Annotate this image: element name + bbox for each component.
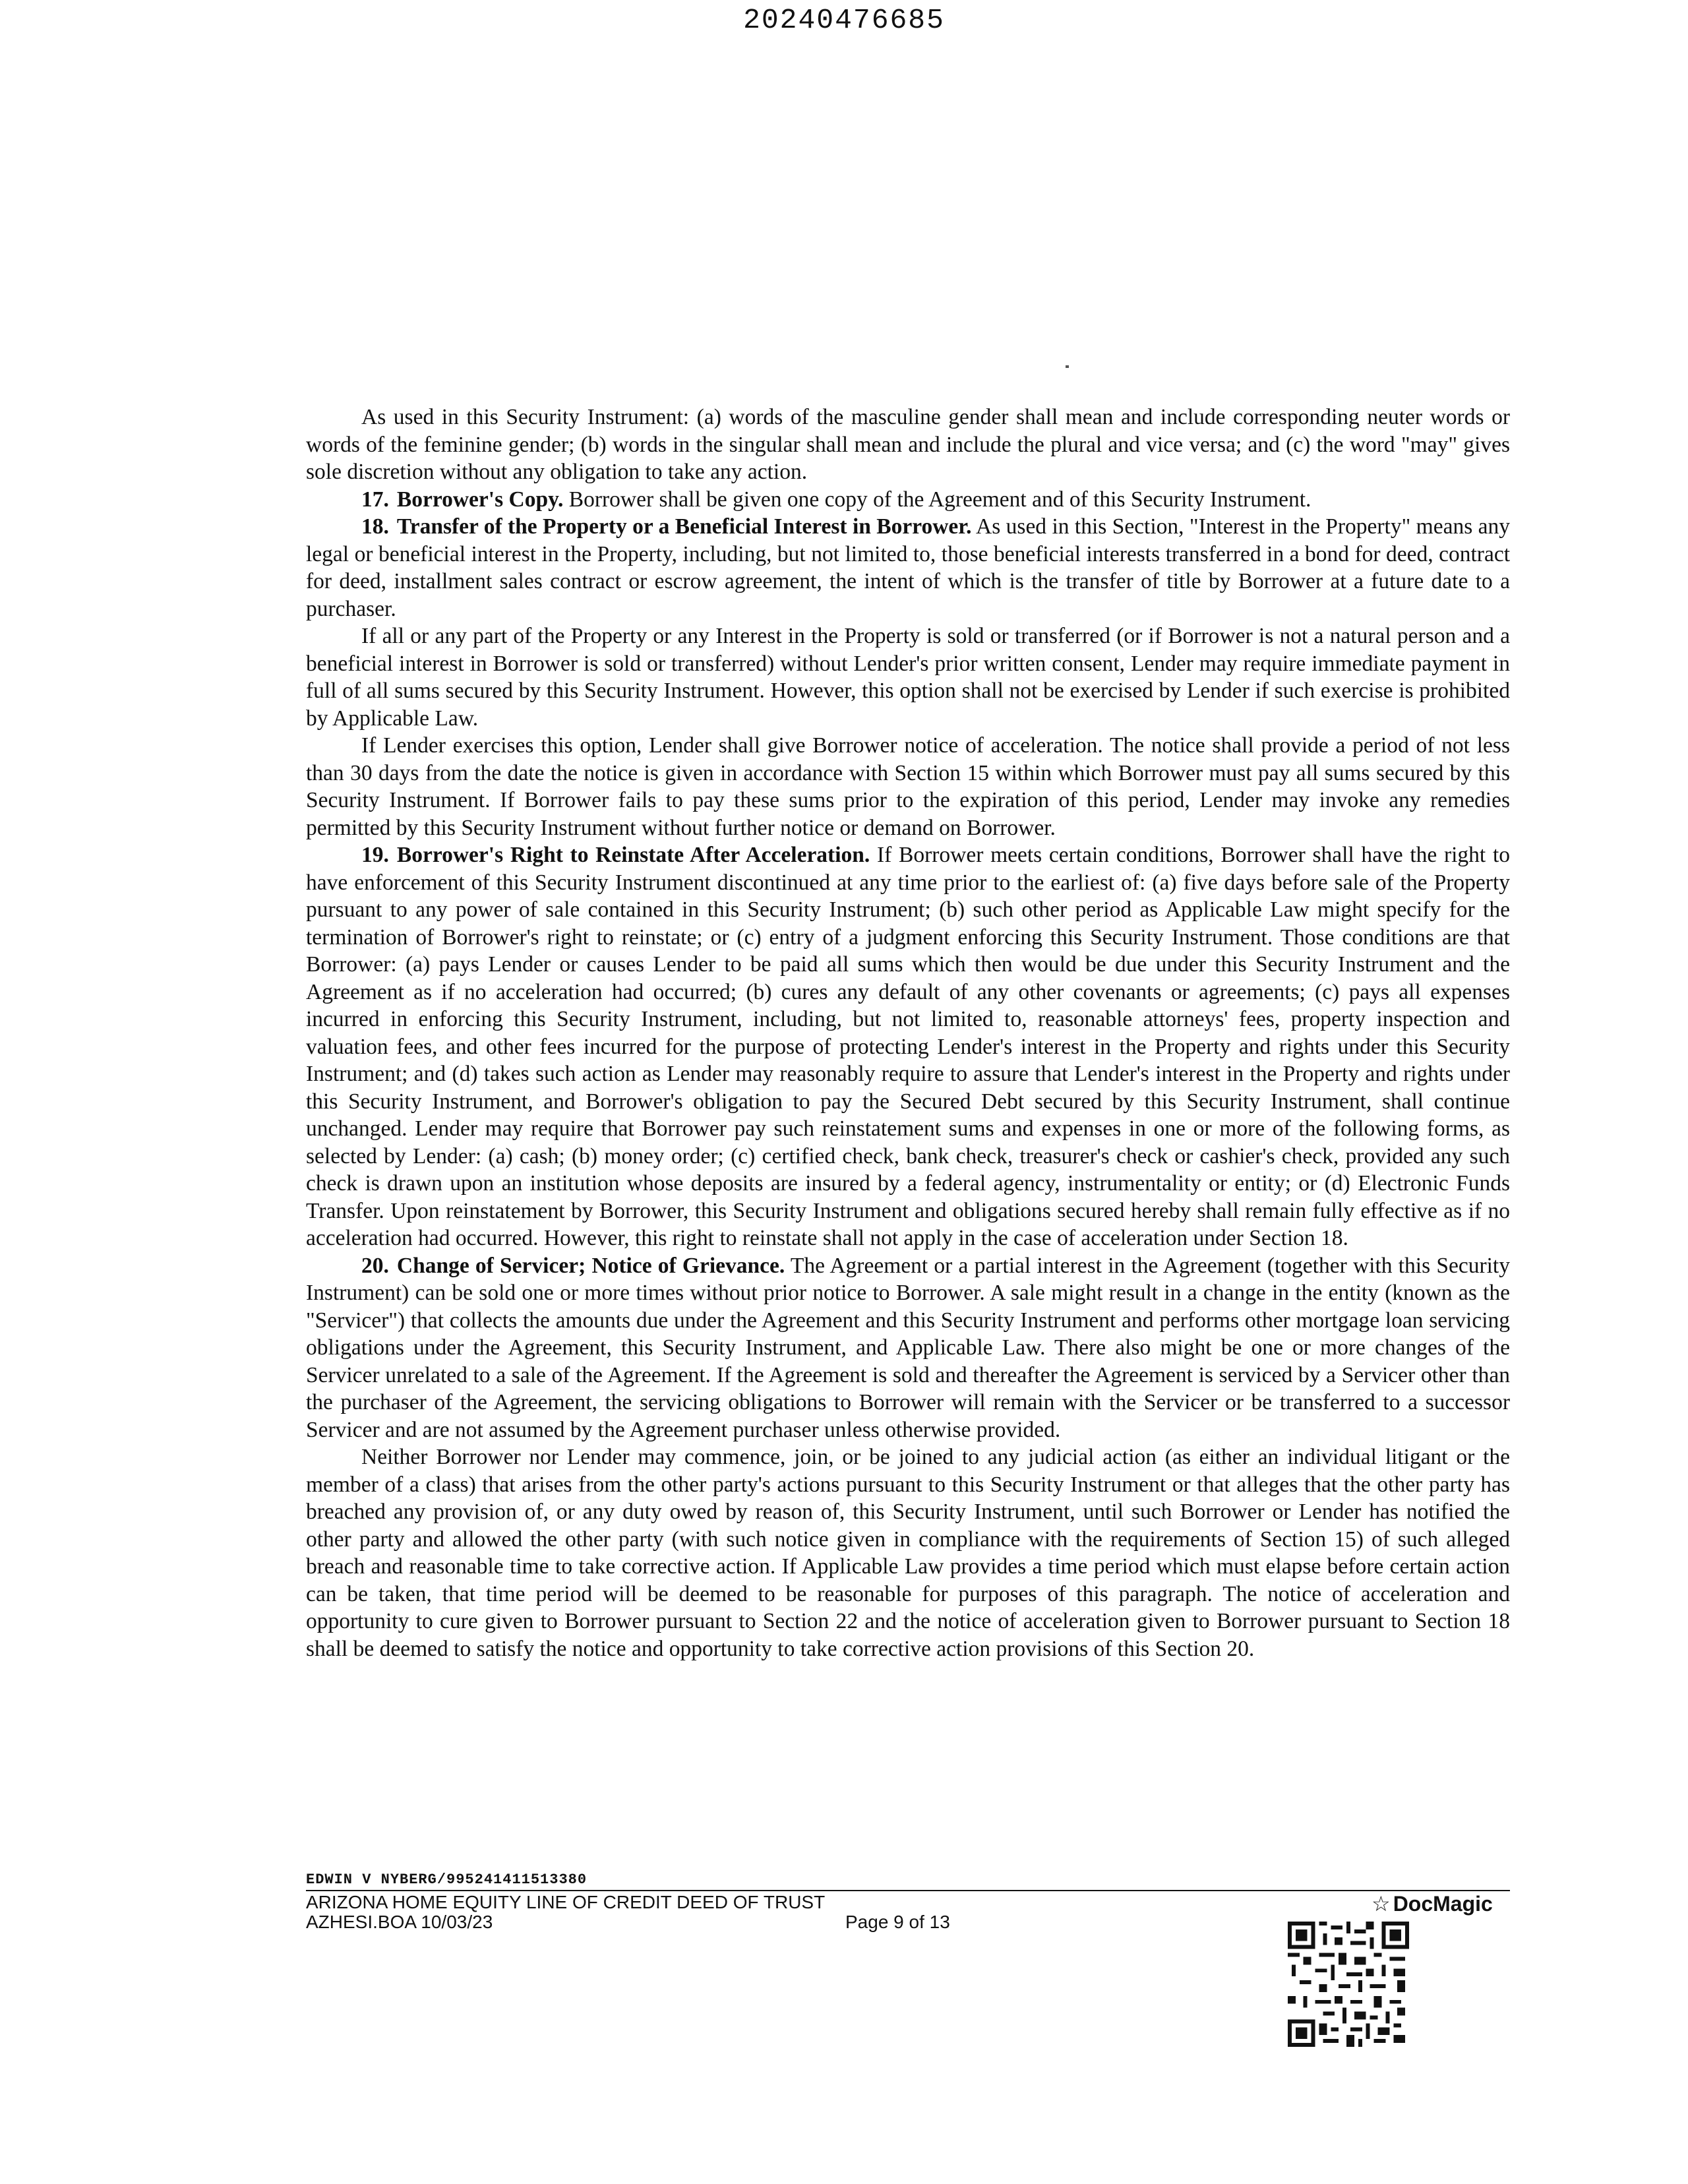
section-text: The Agreement or a partial interest in the Agreement (together with this Security Instrument) can be sold one or more times without prior notice to Borrower. A sale might result in a change in the entity (known as the "Servicer") that collects the amounts due under the Agreement and this Security Instrument and performs other mortgage loan servicing obligations under the Agreement, this Security Instrument, and Applicable Law. There also might be one or more changes of the Servicer unrelated to a sale of the Agreement. If the Agreement is sold and thereafter the Agreement is serviced by a Servicer other than the purchaser of the Agreement, the servicing obligations to Borrower will remain with the Servicer or be transferred to a successor Servicer and are not assumed by the Agreement purchaser unless otherwise provided. xyxy=(306,1253,1510,1442)
document-body xyxy=(306,404,1510,1662)
section-20 xyxy=(306,1252,1510,1444)
section-title: Transfer of the Property or a Beneficial Interest in Borrower. xyxy=(396,514,972,539)
section-number: 20. xyxy=(361,1253,389,1278)
section-number: 18. xyxy=(361,514,389,539)
docmagic-logo xyxy=(1372,1891,1493,1916)
section-20-paragraph-2: Neither Borrower nor Lender may commence, join, or be joined to any judicial action (as either an individual litigant or the member of a class) that arises from the other party's actions pursuant to this Security Instrument or that alleges that the other party has breached any provision of, or any duty owed by reason of, this Security Instrument, until such Borrower or Lender has notified the other party and allowed the other party (with such notice given in compliance with the requirements of Section 15) of such alleged breach and reasonable time to take corrective action. If Applicable Law provides a time period which must elapse before certain action can be taken, that time period will be deemed to be reasonable for purposes of this paragraph. The notice of acceleration and opportunity to cure given to Borrower pursuant to Section 22 and the notice of acceleration given to Borrower pursuant to Section 18 shall be deemed to satisfy the notice and opportunity to take corrective action provisions of this Section 20. xyxy=(306,1445,1510,1661)
section-18-paragraph-3: If Lender exercises this option, Lender shall give Borrower notice of acceleration. The notice shall provide a period of not less than 30 days from the date the notice is given in accordance with Section 15 within which Borrower must pay all sums secured by this Security Instrument. If Borrower fails to pay these sums prior to the expiration of this period, Lender may invoke any remedies permitted by this Security Instrument without further notice or demand on Borrower. xyxy=(306,733,1510,840)
section-title: Borrower's Copy. xyxy=(396,487,564,512)
page-number: Page 9 of 13 xyxy=(845,1912,950,1932)
section-text: If Borrower meets certain conditions, Borrower shall have the right to have enforcement of this Security Instrument discontinued at any time prior to the earliest of: (a) five days before sale of the Property pursuant to any power of sale contained in this Security Instrument; (b) such other period as Applicable Law might specify for the termination of Borrower's right to reinstate; or (c) entry of a judgment enforcing this Security Instrument. Those conditions are that Borrower: (a) pays Lender or causes Lender to be paid all sums which then would be due under this Security Instrument and the Agreement as if no acceleration had occurred; (b) cures any default of any other covenants or agreements; (c) pays all expenses incurred in enforcing this Security Instrument, including, but not limited to, reasonable attorneys' fees, property inspection and valuation fees, and other fees incurred for the purpose of protecting Lender's interest in the Property and rights under this Security Instrument; and (d) takes such action as Lender may reasonably require to assure that Lender's interest in the Property and rights under this Security Instrument, and Borrower's obligation to pay the Secured Debt secured by this Security Instrument, shall continue unchanged. Lender may require that Borrower pay such reinstatement sums and expenses in one or more of the following forms, as selected by Lender: (a) cash; (b) money order; (c) certified check, bank check, treasurer's check or cashier's check, provided any such check is drawn upon an institution whose deposits are insured by a federal agency, instrumentality or entity; or (d) Electronic Funds Transfer. Upon reinstatement by Borrower, this Security Instrument and obligations secured hereby shall remain fully effective as if no acceleration had occurred. However, this right to reinstate shall not apply in the case of acceleration under Section 18. xyxy=(306,843,1510,1250)
section-number: 17. xyxy=(361,487,389,512)
borrower-loan-id: EDWIN V NYBERG/995241411513380 xyxy=(306,1871,588,1888)
section-title: Change of Servicer; Notice of Grievance. xyxy=(396,1253,785,1278)
scan-mark xyxy=(1066,365,1069,368)
section-18-paragraph-2: If all or any part of the Property or any Interest in the Property is sold or transferred (or if Borrower is not a natural person and a beneficial interest in Borrower is sold or transferred) without Lender's prior written consent, Lender may require immediate payment in full of all sums secured by this Security Instrument. However, this option shall not be exercised by Lender if such exercise is prohibited by Applicable Law. xyxy=(306,624,1510,731)
form-code: AZHESI.BOA 10/03/23 xyxy=(306,1912,493,1932)
recording-number: 20240476685 xyxy=(743,4,945,36)
section-text: As used in this Section, "Interest in the Property" means any legal or beneficial interest in the Property, including, but not limited to, those beneficial interests transferred in a bond for deed, contract for deed, installment sales contract or escrow agreement, the intent of which is the transfer of title by Borrower at a future date to a purchaser. xyxy=(306,514,1510,621)
star-icon: ☆ xyxy=(1372,1892,1391,1916)
section-17 xyxy=(306,486,1510,514)
section-19 xyxy=(306,841,1510,1252)
section-18 xyxy=(306,513,1510,622)
intro-paragraph: As used in this Security Instrument: (a) words of the masculine gender shall mean and include corresponding neuter words or words of the feminine gender; (b) words in the singular shall mean and include the plural and vice versa; and (c) the word "may" gives sole discretion without any obligation to take any action. xyxy=(306,405,1510,484)
brand-name: DocMagic xyxy=(1393,1892,1493,1916)
section-number: 19. xyxy=(361,843,389,867)
section-title: Borrower's Right to Reinstate After Acceleration. xyxy=(396,843,870,867)
footer-divider xyxy=(306,1890,1510,1891)
qr-code-icon xyxy=(1287,1922,1410,2047)
form-title: ARIZONA HOME EQUITY LINE OF CREDIT DEED OF TRUST xyxy=(306,1892,826,1912)
section-text: Borrower shall be given one copy of the Agreement and of this Security Instrument. xyxy=(568,487,1311,512)
